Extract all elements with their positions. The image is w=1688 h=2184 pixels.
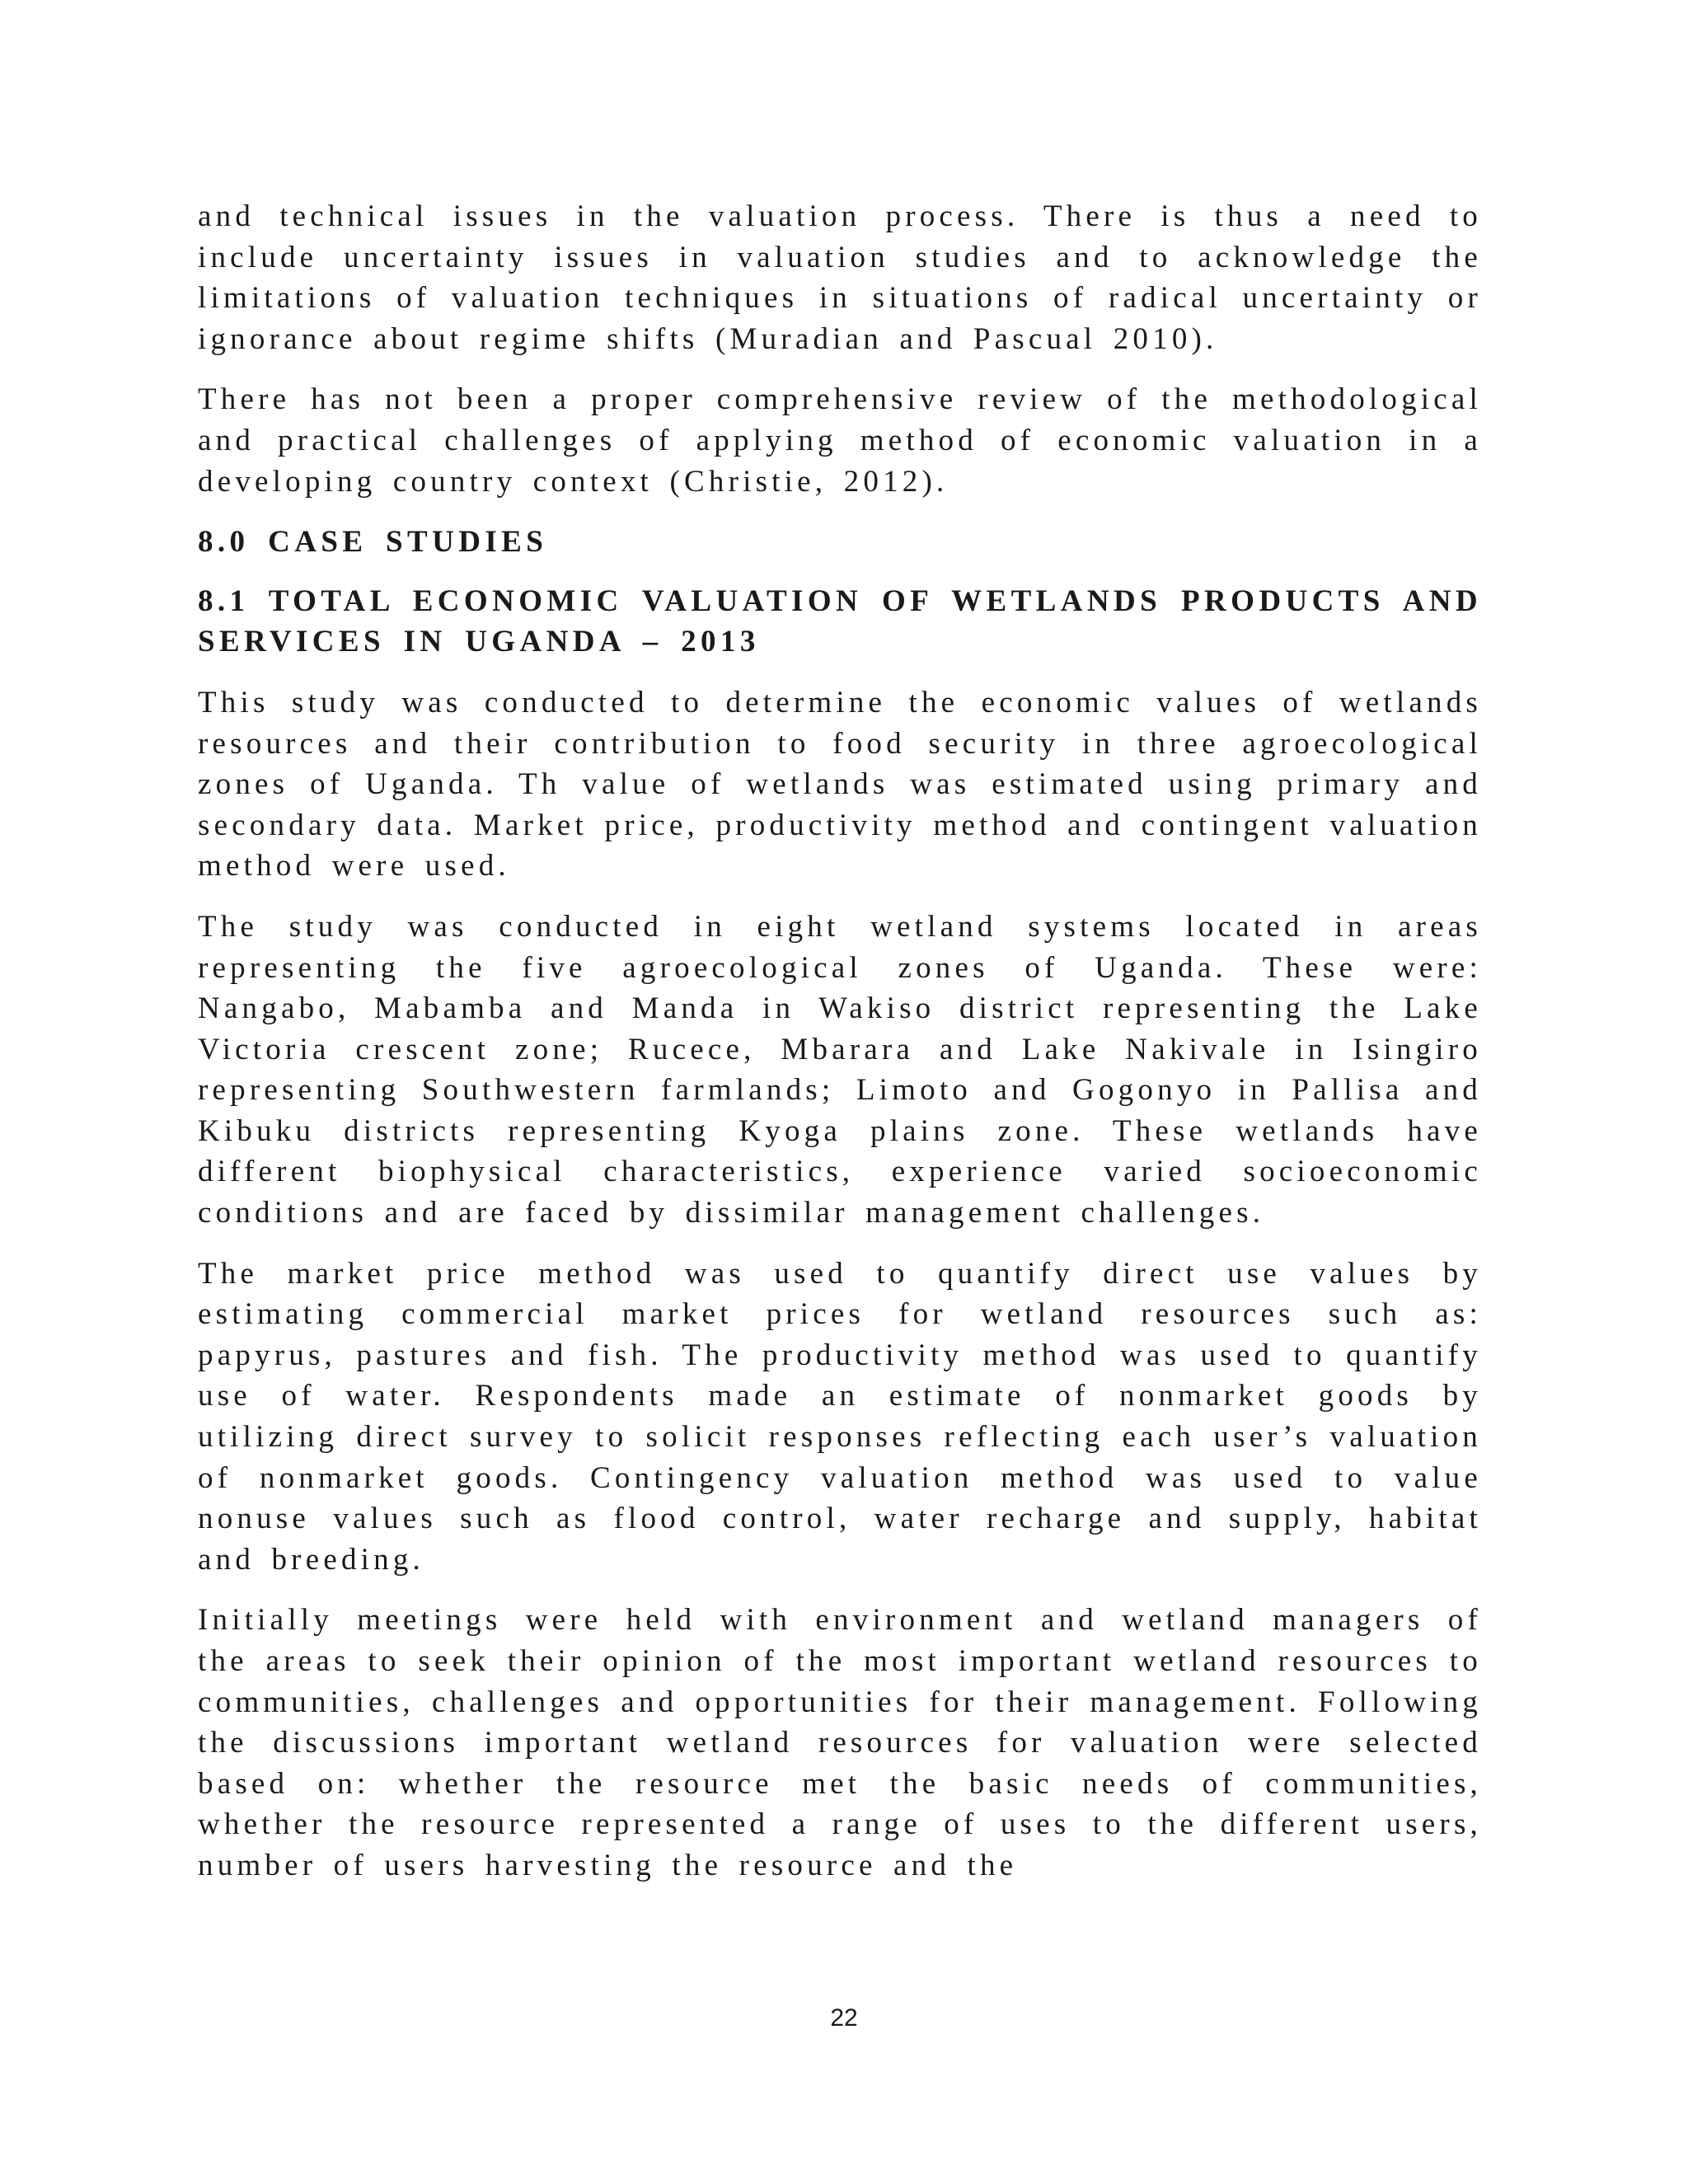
document-page [198,196,1482,1906]
page-number: 22 [830,2004,858,2032]
section-heading-case-studies: 8.0 CASE STUDIES [198,525,548,560]
paragraph-methods: The market price method was used to quantify direct use values by estimating commercial market prices for wetland resources such as: papyrus, pastures and fish. The productivity method was used to quantify use of water. Respondents made an estimate of nonmarket goods by utilizing direct survey to solicit responses reflecting each user’s valuation of nonmarket goods. Contingency valuation method was used to value nonuse values such as flood control, water recharge and supply, habitat and breeding. [198,1256,1482,1577]
subsection-heading-uganda-wetlands: 8.1 TOTAL ECONOMIC VALUATION OF WETLANDS PRODUCTS AND SERVICES IN UGANDA – 2013 [198,583,1482,659]
paragraph-valuation-uncertainty: and technical issues in the valuation process. There is thus a need to include uncertainty issues in valuation studies and to acknowledge the limitations of valuation techniques in situations of radical uncertainty or ignorance about regime shifts (Muradian and Pascual 2010). [198,199,1482,356]
paragraph-study-locations: The study was conducted in eight wetland systems located in areas representing the five agroecological zones of Uganda. These were: Nangabo, Mabamba and Manda in Wakiso district representing the Lake Victoria crescent zone; Rucece, Mbarara and Lake Nakivale in Isingiro representing Southwestern farmlands; Limoto and Gogonyo in Pallisa and Kibuku districts representing Kyoga plains zone. These wetlands have different biophysical characteristics, experience varied socioeconomic conditions and are faced by dissimilar management challenges. [198,909,1482,1230]
paragraph-review-challenges: There has not been a proper comprehensive review of the methodological and practical challenges of applying method of economic valuation in a developing country context (Christie, 2012). [198,382,1482,499]
paragraph-initial-meetings: Initially meetings were held with environment and wetland managers of the areas to seek their opinion of the most important wetland resources to communities, challenges and opportunities for their management. Following the discussions important wetland resources for valuation were selected based on: whether the resource met the basic needs of communities, whether the resource represented a range of uses to the different users, number of users harvesting the resource and the [198,1603,1482,1882]
paragraph-study-purpose: This study was conducted to determine the economic values of wetlands resources and their contribution to food security in three agroecological zones of Uganda. Th value of wetlands was estimated using primary and secondary data. Market price, productivity method and contingent valuation method were used. [198,685,1482,883]
